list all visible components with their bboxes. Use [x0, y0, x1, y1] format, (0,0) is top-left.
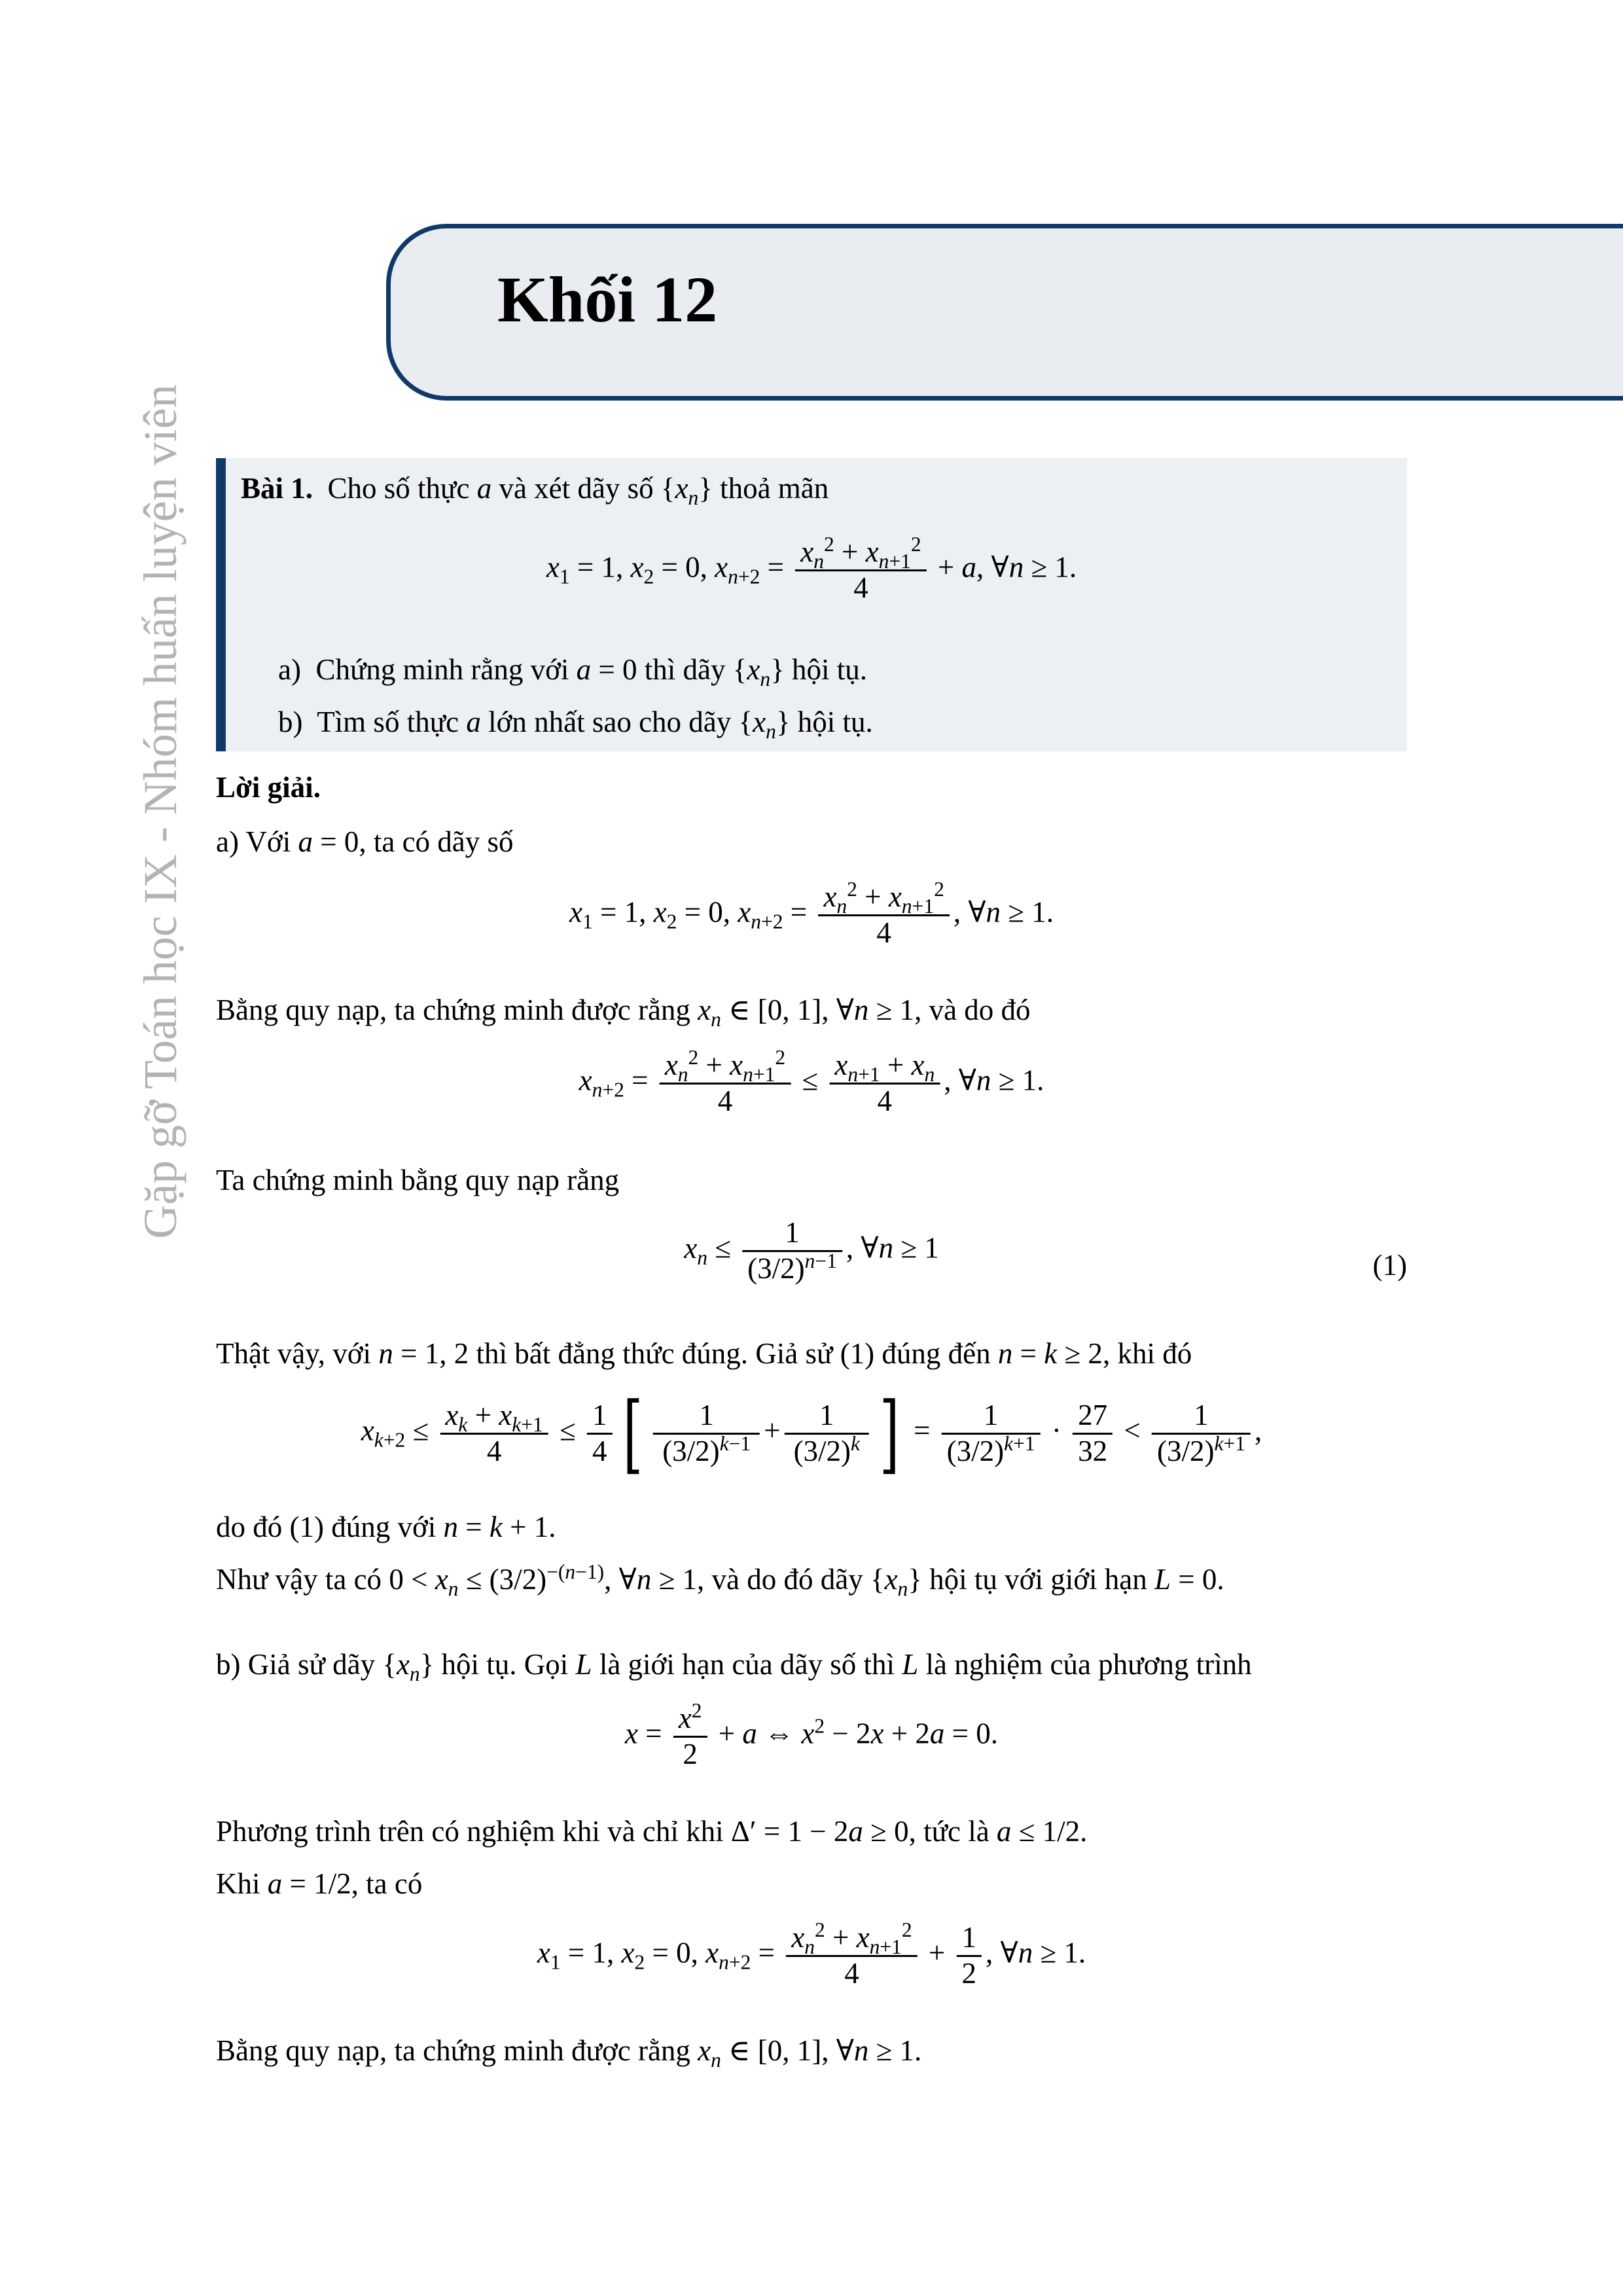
problem-statement: Bài 1. Cho số thực a và xét dãy số $\{x_n\}$ thoả mãn: [241, 472, 829, 509]
solution-claim-formula: $x_n$ ≤ $\frac{1}{(3/2)^{n-1}}$ , ∀n ≥ 1: [684, 1216, 939, 1285]
solution-step-conclusion: do đó (1) đúng với n = k + 1.: [216, 1511, 556, 1543]
solution-step-formula: $x_{k+2}$ ≤ $\frac{x_k + x_{k+1}}{4}$ ≤ $\frac{1}{4}$ [ $\frac{1}{(3/2)^{k-1}}$ + $\frac{1}{(3/2)^k}$ ] = $\frac{1}{(3/2)^{k+1}}$ · $\frac{27}{32}$ < $\frac{1}{(3/2)^{k+1}}$ ,: [361, 1384, 1262, 1483]
solution-a-recurrence-formula: $x_1 = 1$, $x_2 = 0$, $x_{n+2}$ = $\frac{x_n^2 + x_{n+1}^2}{4}$ , ∀n ≥ 1.: [569, 878, 1054, 949]
solution-condition: Phương trình trên có nghiệm khi và chỉ khi Δ′ = 1 − 2a ≥ 0, tức là a ≤ 1/2.: [216, 1815, 1088, 1848]
problem-recurrence-formula: $x_1 = 1$, $x_2 = 0$, $x_{n+2}$ = $\frac{x_n^2 + x_{n+1}^2}{4}$ + a, ∀n ≥ 1.: [546, 533, 1077, 604]
solution-induction-statement: Bằng quy nạp, ta chứng minh được rằng $x_n$ ∈ [0, 1], ∀n ≥ 1, và do đó: [216, 994, 1031, 1031]
solution-b-intro: b) Giả sử dãy $\{x_n\}$ hội tụ. Gọi L là giới hạn của dãy số thì L là nghiệm của phương trình: [216, 1648, 1252, 1685]
solution-inequality-formula: $x_{n+2}$ = $\frac{x_n^2 + x_{n+1}^2}{4}$ ≤ $\frac{x_{n+1} + x_n}{4}$ , ∀n ≥ 1.: [579, 1046, 1044, 1117]
solution-induction-step: Thật vậy, với n = 1, 2 thì bất đẳng thức đúng. Giả sử (1) đúng đến n = k ≥ 2, khi đó: [216, 1337, 1192, 1370]
problem-item-a: a) Chứng minh rằng với a = 0 thì dãy $\{x_n\}$ hội tụ.: [278, 653, 867, 691]
solution-a-summary: Như vậy ta có $0 < x_n \le (3/2)^{-(n-1)}$, ∀n ≥ 1, và do đó dãy $\{x_n\}$ hội tụ với giới hạn L = 0.: [216, 1560, 1224, 1600]
solution-heading: Lời giải.: [216, 771, 321, 804]
solution-b-recurrence-formula: $x_1 = 1$, $x_2 = 0$, $x_{n+2}$ = $\frac{x_n^2 + x_{n+1}^2}{4}$ + $\frac{1}{2}$ , ∀n ≥ 1.: [537, 1918, 1086, 1990]
equation-number: (1): [1372, 1249, 1407, 1282]
solution-final-induction: Bằng quy nạp, ta chứng minh được rằng $x_n$ ∈ [0, 1], ∀n ≥ 1.: [216, 2034, 922, 2072]
problem-label: Bài 1.: [241, 472, 313, 505]
problem-item-b: b) Tìm số thực a lớn nhất sao cho dãy $\{x_n\}$ hội tụ.: [278, 706, 873, 743]
chapter-title: Khối 12: [497, 263, 718, 336]
solution-when-half: Khi a = 1/2, ta có: [216, 1867, 423, 1900]
solution-a-intro: a) Với a = 0, ta có dãy số: [216, 825, 514, 858]
side-watermark: Gặp gỡ Toán học IX - Nhóm huấn luyện viên: [134, 384, 187, 1239]
solution-claim-text: Ta chứng minh bằng quy nạp rằng: [216, 1164, 620, 1196]
solution-limit-equation: x = $\frac{x^2}{2}$ + a ⇔ $x^2 - 2x + 2a = 0$.: [624, 1699, 999, 1770]
